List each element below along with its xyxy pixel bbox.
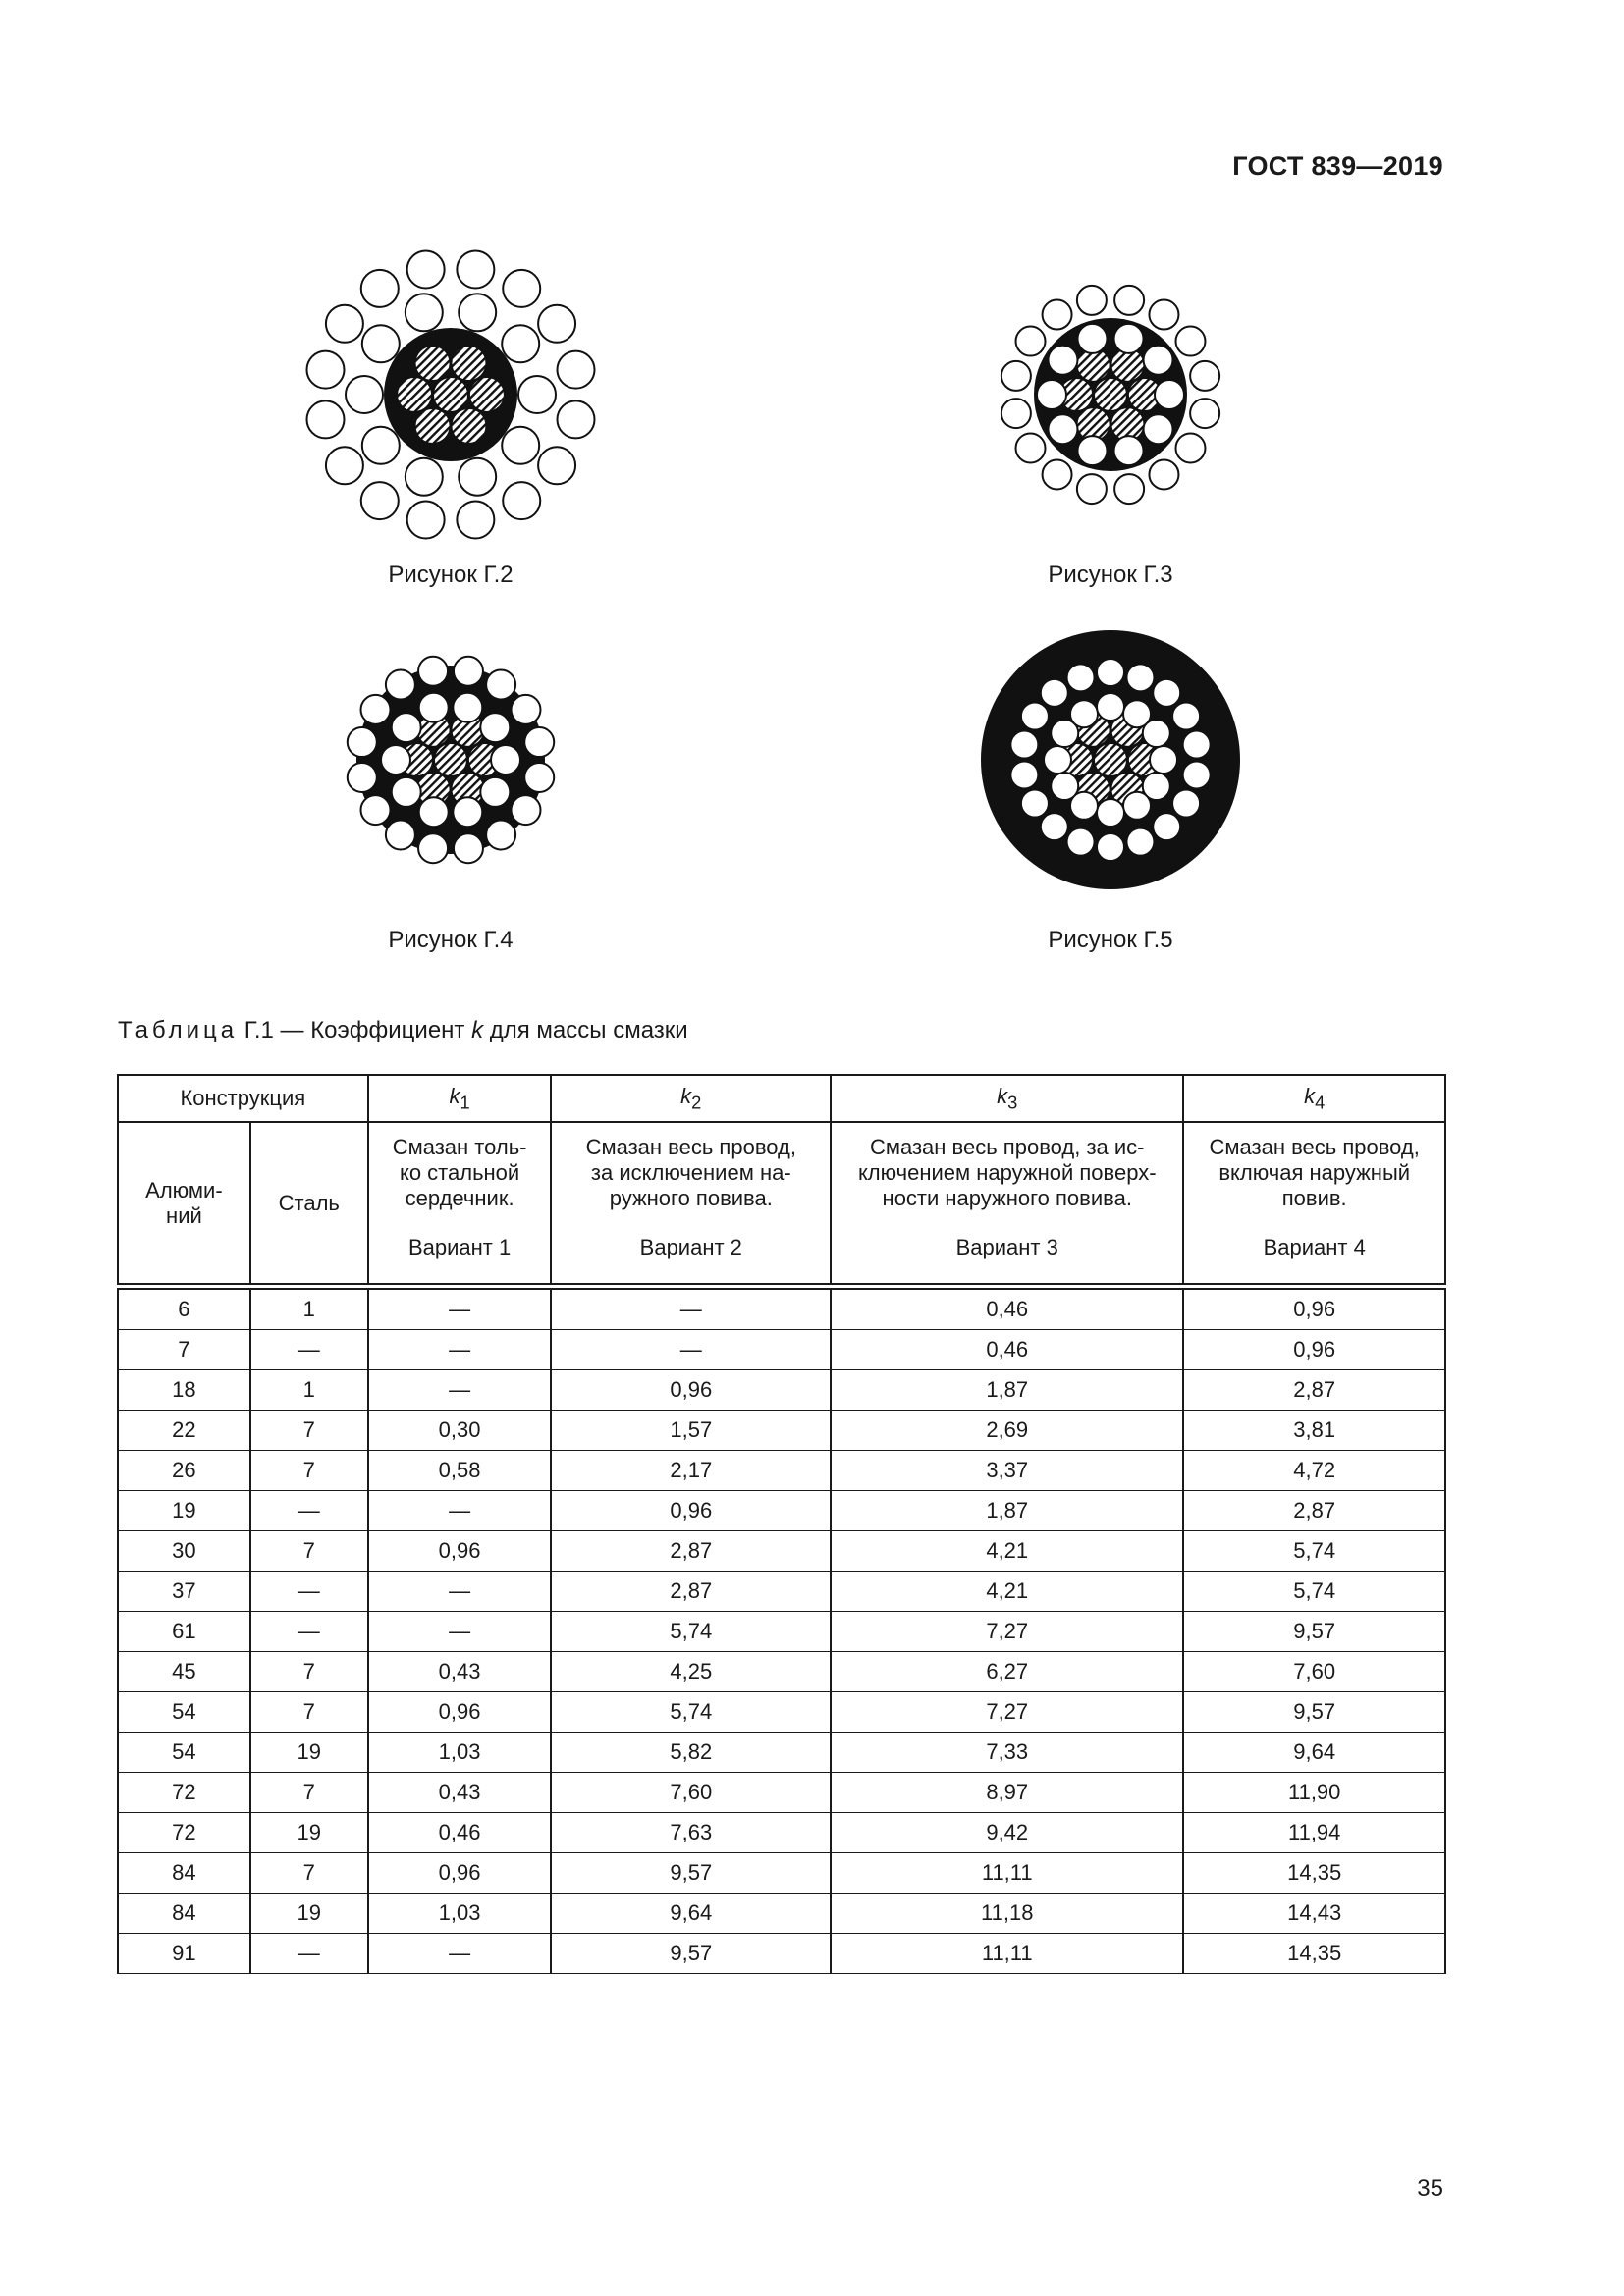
aluminium-wire xyxy=(1021,790,1049,818)
k1-description: Смазан толь- ко стальной сердечник. xyxy=(392,1135,527,1210)
table-caption-text: Г.1 — Коэффициент xyxy=(238,1017,472,1043)
cell-k4: 14,35 xyxy=(1183,1853,1445,1894)
aluminium-wire xyxy=(386,670,415,700)
cell-k2: 5,74 xyxy=(551,1692,831,1733)
aluminium-wire xyxy=(1077,324,1107,353)
steel-wire xyxy=(451,346,486,381)
variant-3-label: Вариант 3 xyxy=(955,1235,1058,1259)
aluminium-wire xyxy=(326,447,363,484)
cell-k2: 7,63 xyxy=(551,1813,831,1853)
cell-aluminium: 37 xyxy=(118,1572,250,1612)
aluminium-wire xyxy=(1097,659,1124,686)
cell-k1: 0,46 xyxy=(368,1813,552,1853)
cell-k2: 5,74 xyxy=(551,1612,831,1652)
page-number: 35 xyxy=(1417,2175,1443,2202)
cell-steel: 1 xyxy=(250,1287,368,1330)
cell-k3: 1,87 xyxy=(831,1491,1183,1531)
aluminium-wire xyxy=(1077,436,1107,465)
cell-steel: 7 xyxy=(250,1692,368,1733)
cell-k2: 7,60 xyxy=(551,1773,831,1813)
cell-k4: 0,96 xyxy=(1183,1330,1445,1370)
aluminium-wire xyxy=(1143,720,1170,747)
table-row xyxy=(118,1491,1445,1531)
cell-aluminium: 61 xyxy=(118,1612,250,1652)
cell-k4: 4,72 xyxy=(1183,1451,1445,1491)
cable-cross-section-g2 xyxy=(244,247,657,542)
aluminium-wire xyxy=(1041,813,1068,840)
figure-g5 xyxy=(904,613,1317,966)
header-k2-desc xyxy=(551,1122,831,1287)
aluminium-wire xyxy=(348,763,377,792)
aluminium-wire xyxy=(480,713,510,742)
cell-aluminium: 84 xyxy=(118,1894,250,1934)
aluminium-wire xyxy=(1070,700,1098,727)
k2-symbol: k xyxy=(680,1083,692,1108)
header-k4-desc xyxy=(1183,1122,1445,1287)
cell-k1: 0,30 xyxy=(368,1411,552,1451)
k2-subscript: 2 xyxy=(691,1092,702,1113)
cell-k4: 2,87 xyxy=(1183,1491,1445,1531)
table-caption-prefix: Таблица xyxy=(118,1017,239,1043)
aluminium-wire xyxy=(1001,399,1031,428)
aluminium-wire xyxy=(1175,433,1205,462)
aluminium-wire xyxy=(1067,828,1095,856)
standard-number: ГОСТ 839—2019 xyxy=(1232,151,1443,181)
steel-wire xyxy=(415,346,451,381)
aluminium-wire xyxy=(1041,679,1068,707)
table-row xyxy=(118,1652,1445,1692)
aluminium-wire xyxy=(538,447,575,484)
cell-steel: 7 xyxy=(250,1451,368,1491)
cell-k2: — xyxy=(551,1287,831,1330)
cell-steel: — xyxy=(250,1612,368,1652)
cell-k3: 7,33 xyxy=(831,1733,1183,1773)
aluminium-wire xyxy=(1044,746,1071,774)
cell-steel: 7 xyxy=(250,1773,368,1813)
table-row xyxy=(118,1330,1445,1370)
header-k4 xyxy=(1183,1075,1445,1122)
aluminium-wire xyxy=(502,427,539,464)
aluminium-wire xyxy=(361,270,399,307)
aluminium-wire xyxy=(453,693,482,722)
k3-subscript: 3 xyxy=(1007,1092,1018,1113)
cell-aluminium: 6 xyxy=(118,1287,250,1330)
table-row xyxy=(118,1894,1445,1934)
k4-symbol: k xyxy=(1304,1083,1316,1108)
cell-k2: 9,57 xyxy=(551,1934,831,1974)
aluminium-wire xyxy=(326,305,363,343)
aluminium-wire xyxy=(1183,761,1211,788)
cell-k1: 0,43 xyxy=(368,1652,552,1692)
cell-aluminium: 7 xyxy=(118,1330,250,1370)
aluminium-wire xyxy=(1001,361,1031,391)
cell-k1: — xyxy=(368,1572,552,1612)
variant-2-label: Вариант 2 xyxy=(639,1235,742,1259)
cell-k2: 2,17 xyxy=(551,1451,831,1491)
aluminium-wire xyxy=(1037,380,1066,409)
cell-steel: 7 xyxy=(250,1652,368,1692)
cell-k3: 4,21 xyxy=(831,1531,1183,1572)
header-k2 xyxy=(551,1075,831,1122)
k2-description: Смазан весь провод, за исключением на- ружного повива. xyxy=(585,1135,796,1210)
aluminium-wire xyxy=(518,376,556,413)
cell-k1: 0,96 xyxy=(368,1692,552,1733)
cell-k1: — xyxy=(368,1330,552,1370)
steel-wire xyxy=(1094,378,1127,411)
aluminium-wire xyxy=(1048,346,1077,375)
cell-k4: 9,64 xyxy=(1183,1733,1445,1773)
table-row xyxy=(118,1612,1445,1652)
aluminium-wire xyxy=(457,250,494,288)
aluminium-wire xyxy=(511,695,540,724)
aluminium-wire xyxy=(419,797,449,827)
cell-k1: 0,96 xyxy=(368,1853,552,1894)
steel-wire xyxy=(434,743,467,776)
cell-k4: 14,43 xyxy=(1183,1894,1445,1934)
aluminium-wire xyxy=(1010,761,1038,788)
table-row xyxy=(118,1733,1445,1773)
aluminium-wire xyxy=(503,482,540,519)
table-row xyxy=(118,1572,1445,1612)
aluminium-wire xyxy=(1010,731,1038,759)
table-row xyxy=(118,1853,1445,1894)
aluminium-wire xyxy=(418,833,448,863)
cell-aluminium: 19 xyxy=(118,1491,250,1531)
cell-k4: 11,90 xyxy=(1183,1773,1445,1813)
cell-aluminium: 91 xyxy=(118,1934,250,1974)
table-caption-tail: для массы смазки xyxy=(483,1017,688,1043)
aluminium-wire xyxy=(486,670,515,700)
cable-cross-section-g4 xyxy=(244,613,657,907)
cell-k2: 0,96 xyxy=(551,1491,831,1531)
k4-description: Смазан весь провод, включая наружный повив. xyxy=(1209,1135,1420,1210)
cell-k2: 1,57 xyxy=(551,1411,831,1451)
header-aluminium: Алюми- ний xyxy=(118,1122,250,1287)
cell-aluminium: 54 xyxy=(118,1692,250,1733)
cell-steel: 19 xyxy=(250,1813,368,1853)
aluminium-wire xyxy=(392,777,421,807)
aluminium-wire xyxy=(1144,346,1173,375)
aluminium-wire xyxy=(1097,799,1124,827)
header-steel: Сталь xyxy=(250,1122,368,1287)
cell-k2: 2,87 xyxy=(551,1531,831,1572)
aluminium-wire xyxy=(1077,474,1107,504)
cell-k1: 1,03 xyxy=(368,1733,552,1773)
cell-k4: 7,60 xyxy=(1183,1652,1445,1692)
steel-wire xyxy=(451,408,486,444)
aluminium-wire xyxy=(1153,679,1180,707)
cell-k4: 9,57 xyxy=(1183,1692,1445,1733)
k1-symbol: k xyxy=(449,1083,460,1108)
figure-caption: Рисунок Г.2 xyxy=(388,561,514,588)
aluminium-wire xyxy=(524,763,554,792)
aluminium-wire xyxy=(418,657,448,686)
aluminium-wire xyxy=(524,727,554,757)
aluminium-wire xyxy=(486,820,515,849)
aluminium-wire xyxy=(511,795,540,825)
cell-k1: 0,43 xyxy=(368,1773,552,1813)
aluminium-wire xyxy=(558,400,595,438)
table-row xyxy=(118,1813,1445,1853)
cell-k2: 9,57 xyxy=(551,1853,831,1894)
cell-k3: 2,69 xyxy=(831,1411,1183,1451)
cell-k2: 0,96 xyxy=(551,1370,831,1411)
aluminium-wire xyxy=(1155,380,1184,409)
cell-k4: 11,94 xyxy=(1183,1813,1445,1853)
aluminium-wire xyxy=(1016,433,1046,462)
cell-k4: 5,74 xyxy=(1183,1572,1445,1612)
cable-cross-section-g3 xyxy=(904,247,1317,542)
cell-k2: 2,87 xyxy=(551,1572,831,1612)
cell-k2: 5,82 xyxy=(551,1733,831,1773)
cable-cross-section-g5 xyxy=(904,613,1317,907)
table-row xyxy=(118,1692,1445,1733)
aluminium-wire xyxy=(459,458,496,496)
k4-subscript: 4 xyxy=(1315,1092,1326,1113)
steel-wire xyxy=(433,377,468,412)
aluminium-wire xyxy=(538,305,575,343)
aluminium-wire xyxy=(361,795,391,825)
figure-caption: Рисунок Г.5 xyxy=(1048,927,1173,953)
cell-k1: — xyxy=(368,1934,552,1974)
cell-aluminium: 72 xyxy=(118,1813,250,1853)
aluminium-wire xyxy=(362,427,400,464)
header-k1 xyxy=(368,1075,552,1122)
figure-g3 xyxy=(904,247,1317,601)
cell-k2: 4,25 xyxy=(551,1652,831,1692)
aluminium-wire xyxy=(346,376,383,413)
cell-k1: — xyxy=(368,1287,552,1330)
aluminium-wire xyxy=(1097,693,1124,721)
aluminium-wire xyxy=(1114,474,1144,504)
cell-k3: 1,87 xyxy=(831,1370,1183,1411)
lubricant-coefficient-table xyxy=(117,1074,1446,1974)
cell-k4: 0,96 xyxy=(1183,1287,1445,1330)
cell-k3: 11,11 xyxy=(831,1934,1183,1974)
cell-k3: 4,21 xyxy=(831,1572,1183,1612)
k3-symbol: k xyxy=(997,1083,1008,1108)
aluminium-wire xyxy=(1150,746,1177,774)
figure-caption: Рисунок Г.3 xyxy=(1048,561,1173,588)
cell-k4: 9,57 xyxy=(1183,1612,1445,1652)
aluminium-wire xyxy=(459,294,496,331)
aluminium-wire xyxy=(1123,792,1151,820)
cell-steel: — xyxy=(250,1572,368,1612)
aluminium-wire xyxy=(306,351,344,389)
aluminium-wire xyxy=(348,727,377,757)
aluminium-wire xyxy=(392,713,421,742)
cell-aluminium: 45 xyxy=(118,1652,250,1692)
table-row xyxy=(118,1370,1445,1411)
cell-steel: — xyxy=(250,1330,368,1370)
cell-aluminium: 30 xyxy=(118,1531,250,1572)
cell-steel: 7 xyxy=(250,1531,368,1572)
cell-k3: 7,27 xyxy=(831,1692,1183,1733)
aluminium-wire xyxy=(1190,361,1219,391)
cell-k3: 8,97 xyxy=(831,1773,1183,1813)
header-construction: Конструкция xyxy=(118,1075,368,1122)
table-row xyxy=(118,1287,1445,1330)
aluminium-wire xyxy=(386,820,415,849)
aluminium-wire xyxy=(407,250,445,288)
cell-k3: 7,27 xyxy=(831,1612,1183,1652)
table-caption-variable: k xyxy=(471,1017,484,1043)
aluminium-wire xyxy=(1153,813,1180,840)
table-body xyxy=(118,1287,1445,1974)
aluminium-wire xyxy=(1175,327,1205,356)
steel-wire xyxy=(1094,743,1127,776)
aluminium-wire xyxy=(1114,324,1144,353)
cell-k3: 11,18 xyxy=(831,1894,1183,1934)
steel-wire xyxy=(397,377,432,412)
aluminium-wire xyxy=(1183,731,1211,759)
aluminium-wire xyxy=(381,745,410,774)
steel-wire xyxy=(415,408,451,444)
header-k1-desc xyxy=(368,1122,552,1287)
cell-k4: 3,81 xyxy=(1183,1411,1445,1451)
aluminium-wire xyxy=(406,294,443,331)
aluminium-wire xyxy=(502,325,539,362)
header-k3 xyxy=(831,1075,1183,1122)
aluminium-wire xyxy=(1172,703,1200,730)
header-k3-desc xyxy=(831,1122,1183,1287)
cell-k3: 6,27 xyxy=(831,1652,1183,1692)
aluminium-wire xyxy=(1172,790,1200,818)
aluminium-wire xyxy=(407,502,445,539)
aluminium-wire xyxy=(419,693,449,722)
table-row xyxy=(118,1773,1445,1813)
aluminium-wire xyxy=(558,351,595,389)
aluminium-wire xyxy=(453,797,482,827)
cell-k3: 3,37 xyxy=(831,1451,1183,1491)
cell-k1: — xyxy=(368,1612,552,1652)
aluminium-wire xyxy=(1114,286,1144,315)
table-row xyxy=(118,1934,1445,1974)
aluminium-wire xyxy=(1149,459,1178,489)
cell-k3: 11,11 xyxy=(831,1853,1183,1894)
aluminium-wire xyxy=(1051,773,1078,800)
aluminium-wire xyxy=(1067,664,1095,691)
cell-k2: 9,64 xyxy=(551,1894,831,1934)
k3-description: Смазан весь провод, за ис- ключением наружной поверх- ности наружного повива. xyxy=(857,1135,1157,1210)
aluminium-wire xyxy=(362,325,400,362)
aluminium-wire xyxy=(454,833,483,863)
table-caption xyxy=(118,1017,688,1044)
table-row xyxy=(118,1451,1445,1491)
cell-k4: 14,35 xyxy=(1183,1934,1445,1974)
aluminium-wire xyxy=(306,400,344,438)
aluminium-wire xyxy=(1114,436,1144,465)
aluminium-wire xyxy=(454,657,483,686)
aluminium-wire xyxy=(1144,414,1173,444)
aluminium-wire xyxy=(480,777,510,807)
cell-k3: 9,42 xyxy=(831,1813,1183,1853)
cell-aluminium: 72 xyxy=(118,1773,250,1813)
cell-k2: — xyxy=(551,1330,831,1370)
aluminium-wire xyxy=(503,270,540,307)
cell-k4: 2,87 xyxy=(1183,1370,1445,1411)
variant-4-label: Вариант 4 xyxy=(1263,1235,1366,1259)
cell-aluminium: 22 xyxy=(118,1411,250,1451)
aluminium-wire xyxy=(1126,664,1154,691)
aluminium-wire xyxy=(491,745,520,774)
figure-caption: Рисунок Г.4 xyxy=(388,927,514,953)
cell-steel: — xyxy=(250,1934,368,1974)
figure-g2 xyxy=(244,247,657,601)
cell-aluminium: 54 xyxy=(118,1733,250,1773)
aluminium-wire xyxy=(1190,399,1219,428)
cell-k3: 0,46 xyxy=(831,1287,1183,1330)
figure-g4 xyxy=(244,613,657,966)
aluminium-wire xyxy=(406,458,443,496)
steel-wire xyxy=(469,377,505,412)
cell-aluminium: 84 xyxy=(118,1853,250,1894)
cell-k1: 1,03 xyxy=(368,1894,552,1934)
cell-k1: 0,96 xyxy=(368,1531,552,1572)
aluminium-wire xyxy=(1016,327,1046,356)
cell-aluminium: 26 xyxy=(118,1451,250,1491)
aluminium-wire xyxy=(361,482,399,519)
aluminium-wire xyxy=(1021,703,1049,730)
cell-steel: — xyxy=(250,1491,368,1531)
cell-steel: 7 xyxy=(250,1853,368,1894)
aluminium-wire xyxy=(1043,459,1072,489)
aluminium-wire xyxy=(1077,286,1107,315)
cell-steel: 7 xyxy=(250,1411,368,1451)
cell-k1: 0,58 xyxy=(368,1451,552,1491)
k1-subscript: 1 xyxy=(460,1092,470,1113)
cell-steel: 19 xyxy=(250,1894,368,1934)
table-row xyxy=(118,1531,1445,1572)
aluminium-wire xyxy=(1126,828,1154,856)
cell-k1: — xyxy=(368,1491,552,1531)
table-row xyxy=(118,1411,1445,1451)
aluminium-wire xyxy=(1048,414,1077,444)
variant-1-label: Вариант 1 xyxy=(407,1235,512,1259)
cell-aluminium: 18 xyxy=(118,1370,250,1411)
cell-steel: 1 xyxy=(250,1370,368,1411)
aluminium-wire xyxy=(1097,833,1124,861)
cell-k4: 5,74 xyxy=(1183,1531,1445,1572)
aluminium-wire xyxy=(1149,300,1178,330)
cell-steel: 19 xyxy=(250,1733,368,1773)
cell-k1: — xyxy=(368,1370,552,1411)
cell-k3: 0,46 xyxy=(831,1330,1183,1370)
aluminium-wire xyxy=(361,695,391,724)
aluminium-wire xyxy=(457,502,494,539)
aluminium-wire xyxy=(1043,300,1072,330)
